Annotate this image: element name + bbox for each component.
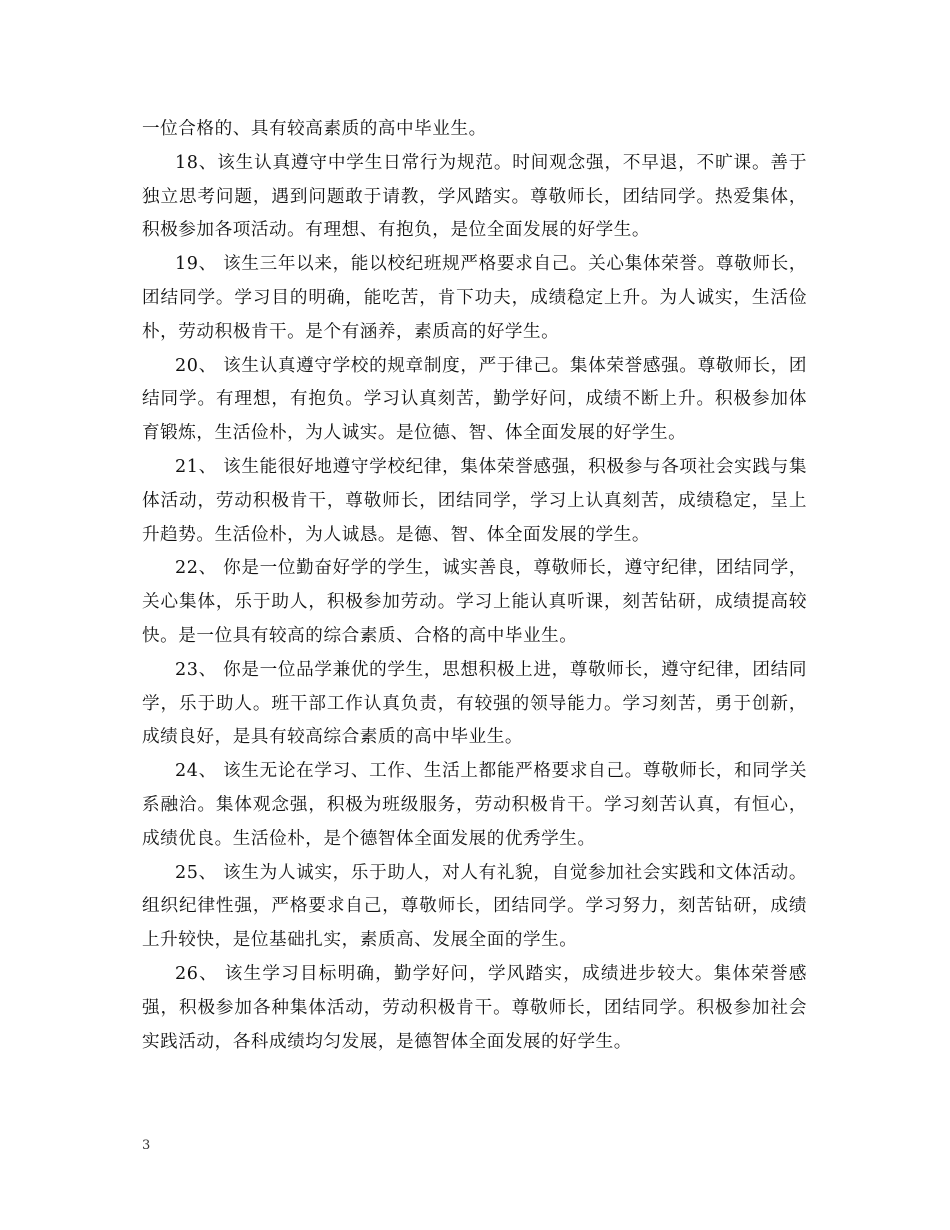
comment-paragraph-18: 18、该生认真遵守中学生日常行为规范。时间观念强，不早退，不旷课。善于独立思考问题，遇到问题敢于请教，学风踏实。尊敬师长，团结同学。热爱集体，积极参加各项活动。有理想、有抱负，是位全面发展的好学生。: [142, 152, 807, 241]
comment-paragraph-22: 22、 你是一位勤奋好学的学生，诚实善良，尊敬师长，遵守纪律，团结同学，关心集体，乐于助人，积极参加劳动。学习上能认真听课，刻苦钻研，成绩提高较快。是一位具有较高的综合素质、合格的高中毕业生。: [142, 558, 807, 646]
comment-paragraph-25: 25、 该生为人诚实，乐于助人，对人有礼貌，自觉参加社会实践和文体活动。组织纪律性强，严格要求自己，尊敬师长，团结同学。学习努力，刻苦钻研，成绩上升较快，是位基础扎实，素质高、发展全面的学生。: [142, 862, 807, 951]
comment-paragraph-19: 19、 该生三年以来，能以校纪班规严格要求自己。关心集体荣誉。尊敬师长，团结同学。学习目的明确，能吃苦，肯下功夫，成绩稳定上升。为人诚实，生活俭朴，劳动积极肯干。是个有涵养，素质高的好学生。: [142, 254, 807, 342]
comment-paragraph-20: 20、 该生认真遵守学校的规章制度，严于律己。集体荣誉感强。尊敬师长，团结同学。有理想，有抱负。学习认真刻苦，勤学好问，成绩不断上升。积极参加体育锻炼，生活俭朴，为人诚实。是位德、智、体全面发展的好学生。: [142, 355, 807, 444]
comment-paragraph-24: 24、 该生无论在学习、工作、生活上都能严格要求自己。尊敬师长，和同学关系融洽。集体观念强，积极为班级服务，劳动积极肯干。学习刻苦认真，有恒心，成绩优良。生活俭朴，是个德智体全面发展的优秀学生。: [142, 761, 807, 849]
comment-paragraph-26: 26、 该生学习目标明确，勤学好问，学风踏实，成绩进步较大。集体荣誉感强，积极参加各种集体活动，劳动积极肯干。尊敬师长，团结同学。积极参加社会实践活动，各科成绩均匀发展，是德智体全面发展的好学生。: [142, 963, 807, 1052]
document-body: [142, 113, 807, 1059]
intro-line: 一位合格的、具有较高素质的高中毕业生。: [142, 119, 487, 139]
comment-paragraph-21: 21、 该生能很好地遵守学校纪律，集体荣誉感强，积极参与各项社会实践与集体活动，劳动积极肯干，尊敬师长，团结同学，学习上认真刻苦，成绩稳定，呈上升趋势。生活俭朴，为人诚恳。是德、智、体全面发展的学生。: [142, 456, 807, 545]
page-number: 3: [142, 1138, 151, 1153]
comment-paragraph-23: 23、 你是一位品学兼优的学生，思想积极上进，尊敬师长，遵守纪律，团结同学，乐于助人。班干部工作认真负责，有较强的领导能力。学习刻苦，勇于创新，成绩良好，是具有较高综合素质的高中毕业生。: [142, 659, 807, 748]
